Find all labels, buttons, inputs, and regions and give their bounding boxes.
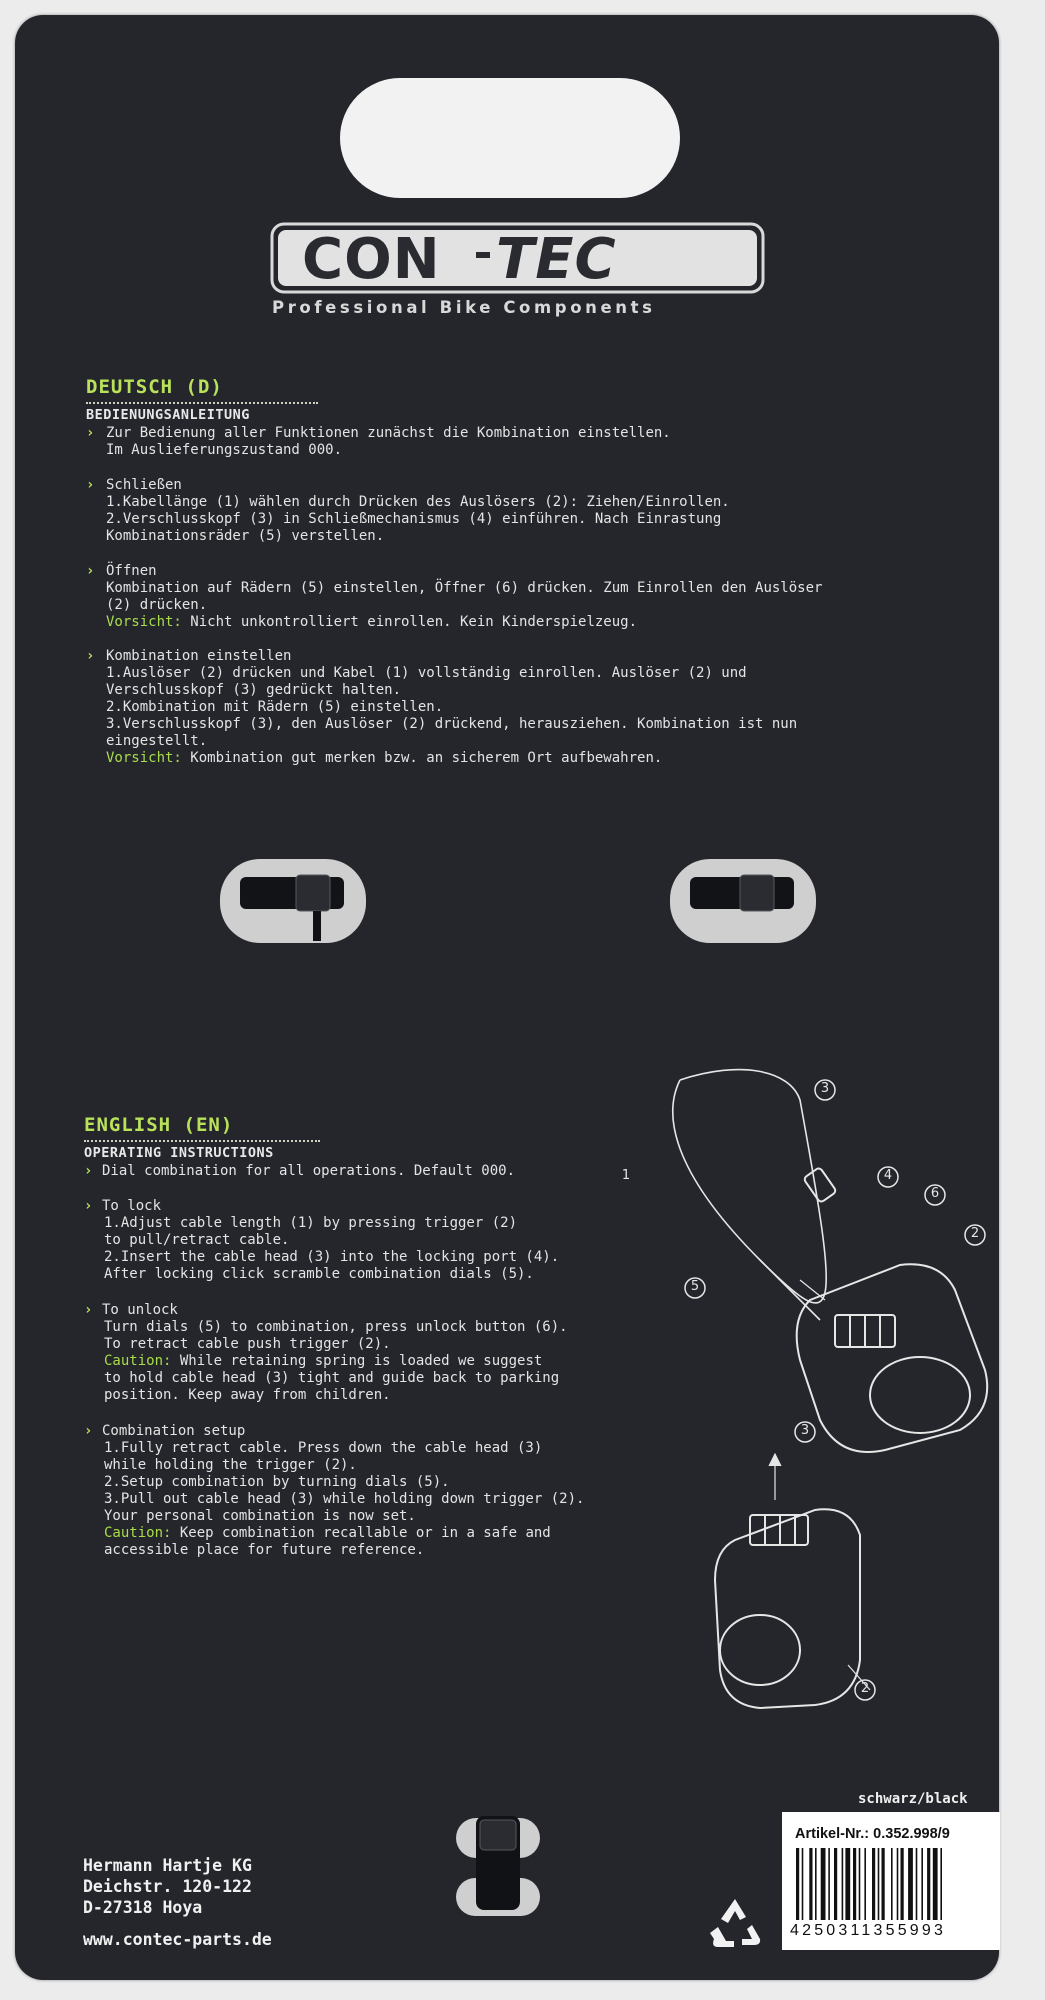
english-lock-heading: To lock xyxy=(102,1198,162,1214)
german-combo-heading: Kombination einstellen xyxy=(106,648,292,664)
article-number: Artikel-Nr.: 0.352.998/9 xyxy=(795,1826,950,1842)
english-unlock-body: Turn dials (5) to combination, press unlock button (6). To retract cable push trigger (2). xyxy=(104,1319,568,1352)
color-variant: schwarz/black xyxy=(858,1791,968,1807)
recycle-icon xyxy=(706,1895,764,1953)
svg-text:CON: CON xyxy=(302,227,441,292)
caution-label: Vorsicht: xyxy=(106,750,182,766)
german-lock-body: 1.Kabellänge (1) wählen durch Drücken des Auslösers (2): Ziehen/Einrollen. 2.Verschlusskopf (3) in Schließmechanismus (4) einführen. Nach Einrastung Kombinationsräder (5) verstellen. xyxy=(106,494,730,544)
german-unlock-caution xyxy=(106,614,637,631)
bullet-arrow-icon: › xyxy=(86,563,95,579)
diagram-label: 3 xyxy=(800,1423,810,1438)
english-subtitle: OPERATING INSTRUCTIONS xyxy=(84,1145,274,1161)
english-combo-body: 1.Fully retract cable. Press down the cable head (3) while holding the trigger (2). 2.Setup combination by turning dials (5). 3.Pull out cable head (3) while holding down trigger (2). Your personal combination is now set. xyxy=(104,1440,585,1524)
diagram-label: 6 xyxy=(930,1186,940,1201)
english-section-title: ENGLISH (EN) xyxy=(84,1114,234,1136)
website-url: www.contec-parts.de xyxy=(83,1930,272,1949)
brand-tagline: Professional Bike Components xyxy=(272,298,656,317)
diagram-label: 3 xyxy=(820,1081,830,1096)
diagram-label: 5 xyxy=(690,1279,700,1294)
english-unlock-heading: To unlock xyxy=(102,1302,178,1318)
mounting-clip xyxy=(668,855,818,947)
company-address: Hermann Hartje KG Deichstr. 120-122 D-27318 Hoya xyxy=(83,1856,252,1917)
barcode-label xyxy=(782,1812,1000,1950)
caution-text: Keep combination recallable or in a safe and accessible place for future reference. xyxy=(104,1525,551,1558)
diagram-label: 2 xyxy=(860,1681,870,1696)
caution-label: Caution: xyxy=(104,1353,172,1369)
english-lock-body: 1.Adjust cable length (1) by pressing trigger (2) to pull/retract cable. 2.Insert the cable head (3) into the locking port (4). After locking click scramble combination dials (5). xyxy=(104,1215,560,1282)
cable-head xyxy=(803,1167,837,1203)
german-unlock-heading: Öffnen xyxy=(106,563,157,579)
german-intro: Zur Bedienung aller Funktionen zunächst die Kombination einstellen. Im Auslieferungszustand 000. xyxy=(106,425,671,458)
hang-hole xyxy=(340,78,680,198)
barcode-number: 4250311355993 xyxy=(790,1922,947,1939)
german-unlock-body: Kombination auf Rädern (5) einstellen, Öffner (6) drücken. Zum Einrollen den Auslöser (2) drücken. xyxy=(106,580,823,613)
german-lock-heading: Schließen xyxy=(106,477,182,493)
bullet-arrow-icon: › xyxy=(86,648,95,664)
cable-line xyxy=(673,1070,826,1303)
german-combo-body: 1.Auslöser (2) drücken und Kabel (1) vollständig einrollen. Auslöser (2) und Verschlusskopf (3) gedrückt halten. 2.Kombination mit Rädern (5) einstellen. 3.Verschlusskopf (3), den Auslöser (2) drückend, herausziehen. Kombination ist nun eingestellt. xyxy=(106,665,798,749)
german-subtitle: BEDIENUNGSANLEITUNG xyxy=(86,407,250,423)
caution-label: Vorsicht: xyxy=(106,614,182,630)
german-combo-caution xyxy=(106,750,662,767)
bullet-arrow-icon: › xyxy=(84,1423,93,1439)
lock-diagram xyxy=(640,1060,1010,1730)
english-intro: Dial combination for all operations. Default 000. xyxy=(102,1163,516,1179)
diagram-label: 1 xyxy=(621,1168,631,1183)
mounting-clip xyxy=(452,1810,544,1920)
caution-label: Caution: xyxy=(104,1525,172,1541)
title-underline xyxy=(86,402,318,404)
barcode xyxy=(794,1848,990,1920)
caution-text: Nicht unkontrolliert einrollen. Kein Kinderspielzeug. xyxy=(181,614,638,630)
bullet-arrow-icon: › xyxy=(84,1302,93,1318)
title-underline xyxy=(84,1140,320,1142)
bullet-arrow-icon: › xyxy=(86,425,95,441)
bullet-arrow-icon: › xyxy=(84,1198,93,1214)
bullet-arrow-icon: › xyxy=(86,477,95,493)
caution-text: Kombination gut merken bzw. an sicherem Ort aufbewahren. xyxy=(181,750,663,766)
mounting-clip xyxy=(218,855,368,947)
diagram-label: 4 xyxy=(883,1168,893,1183)
english-combo-caution xyxy=(104,1525,551,1559)
bullet-arrow-icon: › xyxy=(84,1163,93,1179)
german-section-title: DEUTSCH (D) xyxy=(86,376,223,398)
svg-text:TEC: TEC xyxy=(496,227,617,292)
contec-logo xyxy=(270,222,765,294)
caution-text: While retaining spring is loaded we suggest to hold cable head (3) tight and guide back to parking position. Keep away from children. xyxy=(104,1353,560,1403)
english-combo-heading: Combination setup xyxy=(102,1423,246,1439)
english-unlock-caution xyxy=(104,1353,559,1404)
diagram-label: 2 xyxy=(970,1226,980,1241)
